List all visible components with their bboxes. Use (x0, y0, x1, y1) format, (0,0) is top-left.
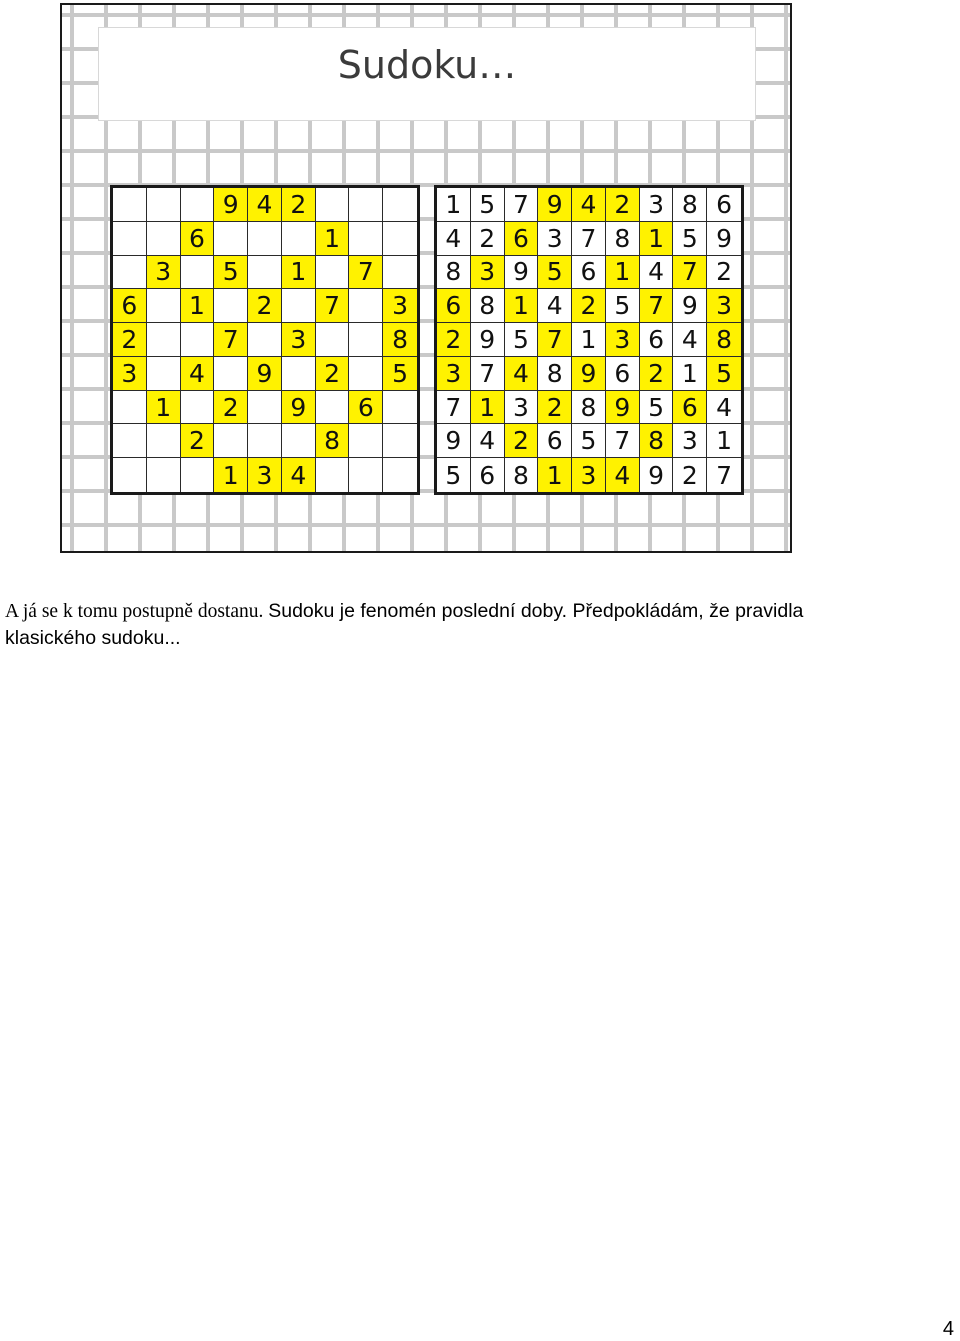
solution-cell-r2c6: 8 (606, 222, 640, 256)
solution-cell-r7c4: 2 (538, 391, 572, 425)
solution-cell-r1c4: 9 (538, 188, 572, 222)
solution-cell-r6c9: 5 (707, 357, 741, 391)
puzzle-cell-r4c1: 6 (113, 289, 147, 323)
solution-cell-r5c3: 5 (505, 323, 539, 357)
puzzle-cell-r8c5 (248, 424, 282, 458)
solution-cell-r7c2: 1 (471, 391, 505, 425)
puzzle-cell-r9c5: 3 (248, 458, 282, 492)
puzzle-cell-r6c1: 3 (113, 357, 147, 391)
puzzle-cell-r3c6: 1 (282, 256, 316, 290)
solution-cell-r2c9: 9 (707, 222, 741, 256)
puzzle-cell-r6c7: 2 (316, 357, 350, 391)
caption-part-1: A já se k tomu postupně dostanu. (5, 601, 269, 622)
solution-cell-r8c6: 7 (606, 424, 640, 458)
puzzle-cell-r2c7: 1 (316, 222, 350, 256)
puzzle-cell-r5c9: 8 (383, 323, 417, 357)
puzzle-cell-r8c6 (282, 424, 316, 458)
puzzle-cell-r2c1 (113, 222, 147, 256)
solution-cell-r1c2: 5 (471, 188, 505, 222)
puzzle-cell-r9c1 (113, 458, 147, 492)
solution-cell-r9c2: 6 (471, 458, 505, 492)
puzzle-cell-r5c4: 7 (214, 323, 248, 357)
solution-cell-r8c9: 1 (707, 424, 741, 458)
puzzle-cell-r5c6: 3 (282, 323, 316, 357)
puzzle-cell-r3c8: 7 (349, 256, 383, 290)
solution-cell-r1c3: 7 (505, 188, 539, 222)
puzzle-cell-r6c9: 5 (383, 357, 417, 391)
solution-cell-r8c3: 2 (505, 424, 539, 458)
puzzle-cell-r2c5 (248, 222, 282, 256)
solution-cell-r8c5: 5 (572, 424, 606, 458)
puzzle-cell-r2c2 (147, 222, 181, 256)
puzzle-cell-r7c7 (316, 391, 350, 425)
puzzle-cell-r7c6: 9 (282, 391, 316, 425)
puzzle-cell-r9c2 (147, 458, 181, 492)
solution-cell-r4c2: 8 (471, 289, 505, 323)
puzzle-cell-r1c9 (383, 188, 417, 222)
solution-cell-r2c2: 2 (471, 222, 505, 256)
puzzle-cell-r5c5 (248, 323, 282, 357)
solution-cell-r9c8: 2 (673, 458, 707, 492)
solution-cell-r6c6: 6 (606, 357, 640, 391)
puzzle-cell-r8c8 (349, 424, 383, 458)
caption-text (5, 598, 885, 652)
solution-cell-r7c8: 6 (673, 391, 707, 425)
sudoku-puzzle-grid (110, 185, 420, 495)
puzzle-cell-r7c3 (181, 391, 215, 425)
puzzle-cell-r3c5 (248, 256, 282, 290)
solution-cell-r9c1: 5 (437, 458, 471, 492)
solution-cell-r3c4: 5 (538, 256, 572, 290)
puzzle-cell-r9c8 (349, 458, 383, 492)
solution-cell-r2c5: 7 (572, 222, 606, 256)
solution-cell-r5c5: 1 (572, 323, 606, 357)
slide-image (60, 3, 792, 553)
puzzle-cell-r3c9 (383, 256, 417, 290)
puzzle-cell-r1c3 (181, 188, 215, 222)
solution-cell-r1c5: 4 (572, 188, 606, 222)
puzzle-cell-r6c2 (147, 357, 181, 391)
solution-cell-r2c4: 3 (538, 222, 572, 256)
puzzle-cell-r4c8 (349, 289, 383, 323)
puzzle-cell-r4c7: 7 (316, 289, 350, 323)
solution-cell-r6c3: 4 (505, 357, 539, 391)
solution-cell-r4c5: 2 (572, 289, 606, 323)
puzzle-cell-r8c2 (147, 424, 181, 458)
solution-cell-r3c3: 9 (505, 256, 539, 290)
solution-cell-r3c5: 6 (572, 256, 606, 290)
solution-cell-r8c8: 3 (673, 424, 707, 458)
puzzle-cell-r4c3: 1 (181, 289, 215, 323)
solution-cell-r8c4: 6 (538, 424, 572, 458)
puzzle-cell-r9c9 (383, 458, 417, 492)
caption-part-2: Sudoku je fenomén poslední doby. Předpokládám, že pravidla klasického sudoku... (5, 600, 804, 649)
solution-cell-r9c3: 8 (505, 458, 539, 492)
puzzle-cell-r7c9 (383, 391, 417, 425)
solution-cell-r3c1: 8 (437, 256, 471, 290)
puzzle-cell-r8c1 (113, 424, 147, 458)
solution-cell-r7c3: 3 (505, 391, 539, 425)
slide-title-box (98, 27, 756, 121)
puzzle-cell-r3c7 (316, 256, 350, 290)
solution-cell-r5c1: 2 (437, 323, 471, 357)
solution-cell-r8c1: 9 (437, 424, 471, 458)
solution-cell-r4c9: 3 (707, 289, 741, 323)
puzzle-cell-r7c1 (113, 391, 147, 425)
puzzle-cell-r6c8 (349, 357, 383, 391)
puzzle-cell-r5c3 (181, 323, 215, 357)
puzzle-cell-r3c3 (181, 256, 215, 290)
solution-cell-r8c2: 4 (471, 424, 505, 458)
page-number: 4 (942, 1318, 954, 1340)
solution-cell-r1c9: 6 (707, 188, 741, 222)
puzzle-cell-r2c4 (214, 222, 248, 256)
solution-cell-r5c7: 6 (640, 323, 674, 357)
puzzle-cell-r2c6 (282, 222, 316, 256)
solution-cell-r3c2: 3 (471, 256, 505, 290)
solution-cell-r7c9: 4 (707, 391, 741, 425)
puzzle-cell-r2c3: 6 (181, 222, 215, 256)
puzzle-cell-r6c5: 9 (248, 357, 282, 391)
puzzle-cell-r1c7 (316, 188, 350, 222)
puzzle-cell-r6c3: 4 (181, 357, 215, 391)
solution-cell-r4c8: 9 (673, 289, 707, 323)
puzzle-cell-r3c4: 5 (214, 256, 248, 290)
sudoku-solution-grid (434, 185, 744, 495)
puzzle-cell-r4c5: 2 (248, 289, 282, 323)
solution-cell-r1c6: 2 (606, 188, 640, 222)
puzzle-cell-r7c8: 6 (349, 391, 383, 425)
puzzle-cell-r1c4: 9 (214, 188, 248, 222)
puzzle-cell-r9c4: 1 (214, 458, 248, 492)
puzzle-cell-r6c4 (214, 357, 248, 391)
solution-cell-r7c7: 5 (640, 391, 674, 425)
solution-cell-r6c1: 3 (437, 357, 471, 391)
solution-cell-r7c6: 9 (606, 391, 640, 425)
puzzle-cell-r5c2 (147, 323, 181, 357)
solution-cell-r3c6: 1 (606, 256, 640, 290)
puzzle-cell-r8c3: 2 (181, 424, 215, 458)
solution-cell-r5c4: 7 (538, 323, 572, 357)
puzzle-cell-r5c1: 2 (113, 323, 147, 357)
puzzle-cell-r4c6 (282, 289, 316, 323)
puzzle-cell-r8c4 (214, 424, 248, 458)
solution-cell-r3c7: 4 (640, 256, 674, 290)
puzzle-cell-r7c4: 2 (214, 391, 248, 425)
solution-cell-r5c6: 3 (606, 323, 640, 357)
solution-cell-r6c7: 2 (640, 357, 674, 391)
solution-cell-r6c8: 1 (673, 357, 707, 391)
puzzle-cell-r2c8 (349, 222, 383, 256)
solution-cell-r2c1: 4 (437, 222, 471, 256)
solution-cell-r7c1: 7 (437, 391, 471, 425)
solution-cell-r5c2: 9 (471, 323, 505, 357)
solution-cell-r6c4: 8 (538, 357, 572, 391)
solution-cell-r1c7: 3 (640, 188, 674, 222)
puzzle-cell-r4c4 (214, 289, 248, 323)
solution-cell-r9c9: 7 (707, 458, 741, 492)
solution-cell-r7c5: 8 (572, 391, 606, 425)
puzzle-cell-r3c1 (113, 256, 147, 290)
puzzle-cell-r2c9 (383, 222, 417, 256)
solution-cell-r9c5: 3 (572, 458, 606, 492)
solution-cell-r4c1: 6 (437, 289, 471, 323)
solution-cell-r5c8: 4 (673, 323, 707, 357)
puzzle-cell-r8c7: 8 (316, 424, 350, 458)
puzzle-cell-r7c2: 1 (147, 391, 181, 425)
puzzle-cell-r1c1 (113, 188, 147, 222)
solution-cell-r9c7: 9 (640, 458, 674, 492)
solution-cell-r4c7: 7 (640, 289, 674, 323)
solution-cell-r9c4: 1 (538, 458, 572, 492)
puzzle-cell-r9c6: 4 (282, 458, 316, 492)
solution-cell-r2c3: 6 (505, 222, 539, 256)
solution-cell-r4c4: 4 (538, 289, 572, 323)
solution-cell-r8c7: 8 (640, 424, 674, 458)
solution-cell-r1c8: 8 (673, 188, 707, 222)
solution-cell-r3c8: 7 (673, 256, 707, 290)
puzzle-cell-r5c8 (349, 323, 383, 357)
puzzle-cell-r3c2: 3 (147, 256, 181, 290)
puzzle-cell-r1c8 (349, 188, 383, 222)
solution-cell-r3c9: 2 (707, 256, 741, 290)
puzzle-cell-r1c5: 4 (248, 188, 282, 222)
puzzle-cell-r1c2 (147, 188, 181, 222)
puzzle-cell-r4c9: 3 (383, 289, 417, 323)
solution-cell-r2c8: 5 (673, 222, 707, 256)
solution-cell-r9c6: 4 (606, 458, 640, 492)
puzzle-cell-r5c7 (316, 323, 350, 357)
solution-cell-r2c7: 1 (640, 222, 674, 256)
puzzle-cell-r7c5 (248, 391, 282, 425)
solution-cell-r4c6: 5 (606, 289, 640, 323)
puzzle-cell-r8c9 (383, 424, 417, 458)
puzzle-cell-r6c6 (282, 357, 316, 391)
solution-cell-r4c3: 1 (505, 289, 539, 323)
puzzle-cell-r4c2 (147, 289, 181, 323)
puzzle-cell-r1c6: 2 (282, 188, 316, 222)
puzzle-cell-r9c7 (316, 458, 350, 492)
solution-cell-r5c9: 8 (707, 323, 741, 357)
solution-cell-r6c2: 7 (471, 357, 505, 391)
slide-title: Sudoku… (337, 43, 517, 87)
puzzle-cell-r9c3 (181, 458, 215, 492)
solution-cell-r1c1: 1 (437, 188, 471, 222)
solution-cell-r6c5: 9 (572, 357, 606, 391)
